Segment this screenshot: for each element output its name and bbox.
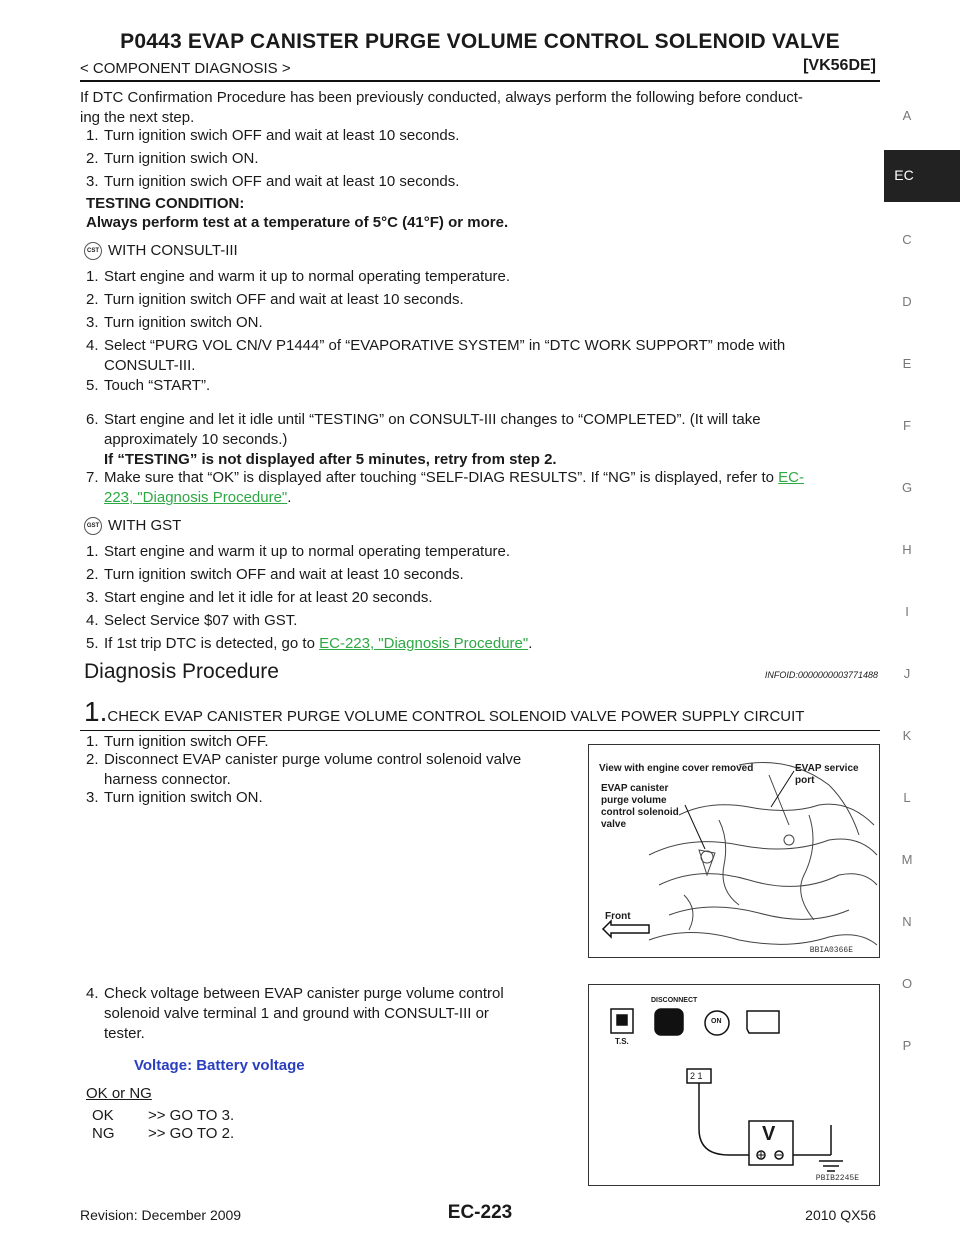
sidebar-letter-n[interactable]: N <box>902 914 912 929</box>
header-rule <box>80 80 880 82</box>
ok-action: >> GO TO 3. <box>148 1107 235 1124</box>
diag-substep-2: 2. Disconnect EVAP canister purge volume control solenoid valve harness connector. <box>86 751 522 788</box>
diag-substep-4: 4. Check voltage between EVAP canister purge volume control solenoid valve terminal 1 and ground with CONSULT-III or tester. <box>86 985 504 1042</box>
intro-paragraph: If DTC Confirmation Procedure has been previously conducted, always perform the following before conduct- ing the next step. <box>80 89 803 126</box>
page-title: P0443 EVAP CANISTER PURGE VOLUME CONTROL SOLENOID VALVE <box>120 30 840 53</box>
sidebar-letter-p[interactable]: P <box>902 1038 912 1053</box>
ng-action: >> GO TO 2. <box>148 1125 235 1142</box>
consult-step-5: 5. Touch “START”. <box>86 377 211 394</box>
sidebar-letter-c[interactable]: C <box>902 232 912 247</box>
ok-label: OK <box>92 1107 114 1124</box>
intro-step-2: 2. Turn ignition swich ON. <box>86 150 259 167</box>
intro-step-3: 3. Turn ignition swich OFF and wait at least 10 seconds. <box>86 173 460 190</box>
sidebar-letter-e[interactable]: E <box>902 356 912 371</box>
ec-223-link-c[interactable]: EC-223, "Diagnosis Procedure" <box>319 635 529 652</box>
sidebar-letter-a[interactable]: A <box>902 108 912 123</box>
consult-step-6: 6. Start engine and let it idle until “TESTING” on CONSULT-III changes to “COMPLETED”. (It will take approximately 10 seconds.) If “TESTING” is not displayed after 5 minutes, retry from step 2. <box>86 411 761 468</box>
diag-substep-1: 1. Turn ignition switch OFF. <box>86 733 269 750</box>
gst-step-5: 5. If 1st trip DTC is detected, go to EC-223, "Diagnosis Procedure". <box>86 635 533 652</box>
footer-revision: Revision: December 2009 <box>80 1207 242 1223</box>
voltage-spec: Voltage: Battery voltage <box>134 1057 305 1074</box>
gst-step-3: 3. Start engine and let it idle for at least 20 seconds. <box>86 589 433 606</box>
fig2-code: PBIB2245E <box>815 1174 859 1183</box>
footer-model: 2010 QX56 <box>805 1207 876 1223</box>
gst-heading: GST WITH GST <box>84 516 181 536</box>
fig1-front-label: Front <box>605 911 631 922</box>
fig2-meter-label: V <box>762 1123 776 1145</box>
breadcrumb: < COMPONENT DIAGNOSIS > <box>80 60 291 77</box>
ng-label: NG <box>92 1125 115 1142</box>
fig2-ts-label: T.S. <box>615 1037 629 1046</box>
voltage-check-drawing <box>589 985 879 1185</box>
ec-223-link-b[interactable]: 223, "Diagnosis Procedure" <box>104 489 288 506</box>
ok-or-ng: OK or NG <box>86 1085 152 1102</box>
sidebar-letter-d[interactable]: D <box>902 294 912 309</box>
consult-step-3: 3. Turn ignition switch ON. <box>86 314 263 331</box>
fig1-code: BBIA0366E <box>809 946 853 955</box>
testing-condition-label: TESTING CONDITION: <box>86 195 245 212</box>
sidebar-tab-ec[interactable]: EC <box>884 150 960 202</box>
consult-step-4: 4. Select “PURG VOL CN/V P1444” of “EVAPORATIVE SYSTEM” in “DTC WORK SUPPORT” mode with CONSULT-III. <box>86 337 786 374</box>
testing-condition-text: Always perform test at a temperature of 5°C (41°F) or more. <box>86 214 509 231</box>
sidebar-letter-o[interactable]: O <box>901 976 913 991</box>
diagnosis-heading: Diagnosis Procedure <box>84 660 279 683</box>
sidebar-letter-m[interactable]: M <box>901 852 913 867</box>
step-rule <box>80 730 880 731</box>
sidebar-letter-f[interactable]: F <box>903 418 911 433</box>
consult-step-1: 1. Start engine and warm it up to normal operating temperature. <box>86 268 511 285</box>
consult-step-2: 2. Turn ignition switch OFF and wait at least 10 seconds. <box>86 291 464 308</box>
diagnosis-step-title: 1.CHECK EVAP CANISTER PURGE VOLUME CONTROL SOLENOID VALVE POWER SUPPLY CIRCUIT <box>84 696 805 727</box>
sidebar-letter-i[interactable]: I <box>905 604 909 619</box>
ec-223-link-a[interactable]: EC- <box>778 469 804 486</box>
model-tag: [VK56DE] <box>803 57 876 74</box>
gst-step-1: 1. Start engine and warm it up to normal operating temperature. <box>86 543 511 560</box>
voltage-check-figure <box>588 984 880 1186</box>
gst-step-4: 4. Select Service $07 with GST. <box>86 612 298 629</box>
diag-substep-3: 3. Turn ignition switch ON. <box>86 789 263 806</box>
footer-page-number: EC-223 <box>447 1202 513 1223</box>
engine-bay-figure <box>588 744 880 958</box>
sidebar-letter-j[interactable]: J <box>903 666 911 681</box>
consult-heading: CST WITH CONSULT-III <box>84 241 238 261</box>
fig2-on-label: ON <box>711 1018 722 1025</box>
fig2-terminal-label: 2 1 <box>690 1071 703 1081</box>
gst-icon: GST <box>84 517 102 535</box>
intro-step-1: 1. Turn ignition swich OFF and wait at least 10 seconds. <box>86 127 460 144</box>
sidebar-letter-k[interactable]: K <box>902 728 912 743</box>
gst-step-2: 2. Turn ignition switch OFF and wait at least 10 seconds. <box>86 566 464 583</box>
fig1-label-service-port: EVAP service port <box>795 763 859 786</box>
sidebar-letter-g[interactable]: G <box>901 480 913 495</box>
fig1-caption: View with engine cover removed <box>599 763 754 774</box>
fig2-disconnect-label: DISCONNECT <box>651 997 698 1004</box>
info-id: INFOID:0000000003771488 <box>764 670 878 680</box>
sidebar-letter-h[interactable]: H <box>902 542 912 557</box>
fig1-label-solenoid: EVAP canister purge volume control solenoid valve <box>601 783 679 830</box>
consult-icon: CST <box>84 242 102 260</box>
sidebar-letter-l[interactable]: L <box>903 790 911 805</box>
consult-step-7: 7. Make sure that “OK” is displayed after touching “SELF-DIAG RESULTS”. If “NG” is displayed, refer to EC- 223, "Diagnosis Procedure". <box>86 469 804 506</box>
